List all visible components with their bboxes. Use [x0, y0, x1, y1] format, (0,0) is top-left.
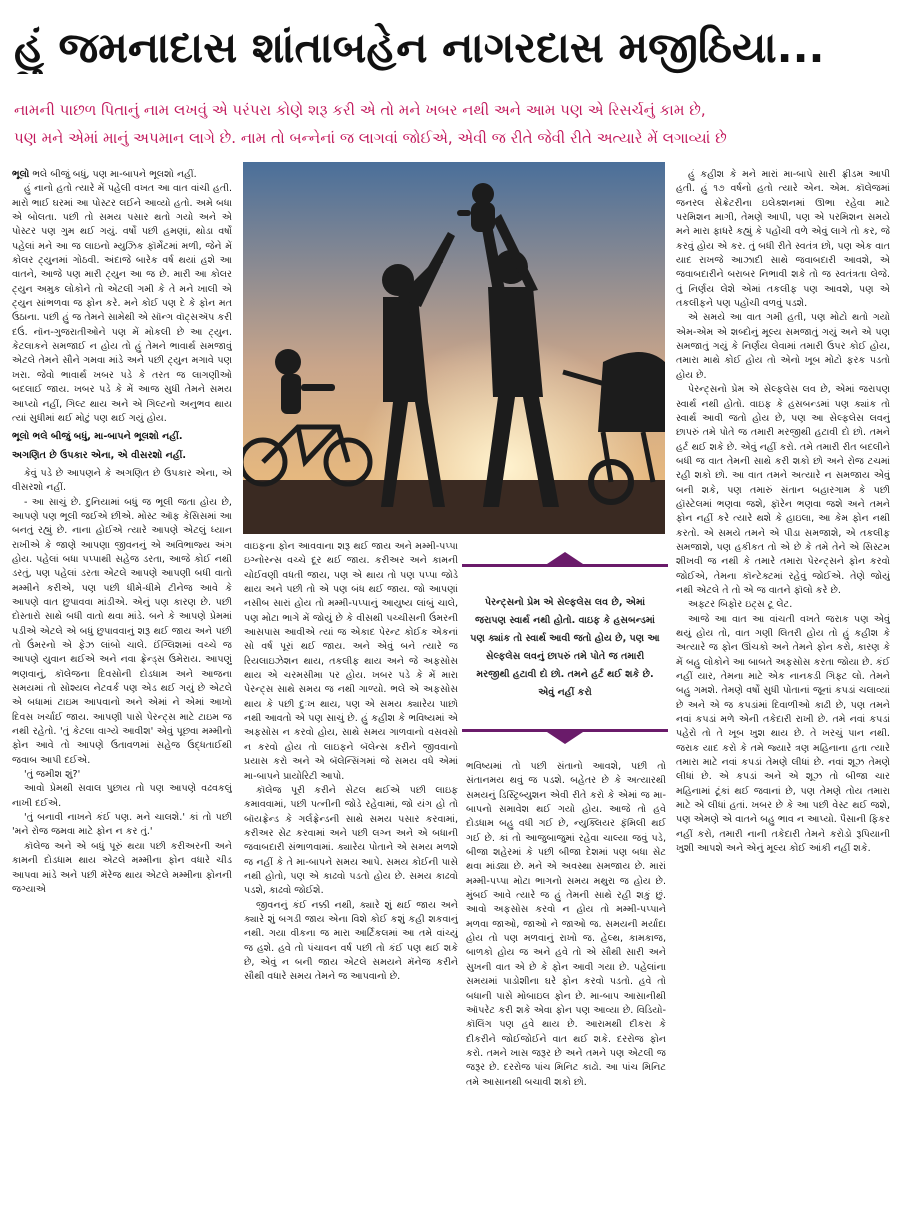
paragraph: હું કહીશ કે મને મારાં મા-બાપે સારી ફ્રીડમ આપી હતી. હું ૧૭ વર્ષનો હતો ત્યારે એન. એમ. કૉલેજમાં જનરલ સેક્રેટરીના ઇલેક્શનમાં ઊભા રહેવા માટે પરમિશન માગી, તેમણે આપી, પણ એ પરમિશન સમયે મને મારા ફાધરે કહ્યું કે પહોંચી વળે એવું લાગે તો કર, જે કરવું હોય એ કર. તું બધી રીતે સ્વતંત્ર છો, પણ એક વાત યાદ રાખજે આઝાદી સાથે જવાબદારી આવશે, એ જવાબદારીને બરાબર નિભાવી શકે તો જ સ્વતંત્રતા લેજે. તું નિર્ણય લેશે એમાં તકલીફ પણ આવશે, પણ એ તકલીફને પણ પહોંચી વળવું પડશે. — [676, 169, 890, 310]
paragraph: જીવનનું કંઈ નક્કી નથી, ક્યારે શું થઈ જાય અને ક્યારે શું બગડી જાય એના વિશે કોઈ કશું કહી શકવાનું નથી. ગયા વીકના જ મારા આર્ટિકલમાં આ તમે વાંચ્યું જ હશે. હવે તો પંચાવન વર્ષ પછી તો કંઈ પણ થઈ શકે છે, એવું ન બની જાય એટલે સમયને મૅનેજ કરીને સૌથી વધારે સમય તેમને જ આપવાનો છે. — [244, 899, 458, 983]
paragraph: કૉલેજ અને એ બધું પૂરું થયા પછી કરીઅરની અને કામની દોડધામ થાય એટલે મમ્મીના ફોન વધારે ચીડ આપવા માંડે અને પછી મૅરેજ થાય એટલે મમ્મીના ફોનની જગ્યાએ — [12, 840, 232, 895]
paragraph: હું નાનો હતો ત્યારે મેં પહેલી વખત આ વાત વાંચી હતી. મારો ભાઈ ઘરમાં આ પોસ્ટર લઈને આવ્યો હતો. અમે બધા એ બોલતા. પછી તો સમય પસાર થતો ગયો અને એ પોસ્ટર પણ ગુમ થઈ ગયું. વર્ષો પછી હમણાં, થોડા વર્ષો પહેલાં મને આ જ લાઇનો મ્યુઝિક ફૉર્મેટમાં મળી, જેને મેં કોલર ટ્યુનમાં ગોઠવી. અંદાજે બારેક વર્ષ થયાં હશે આ વાતને, આજે પણ મારી ટ્યુન આ જ છે. મારી આ કોલર ટ્યુન અમુક લોકોને તો એટલી ગમી કે તે મને ખાલી એ ટ્યુન સાંભળવા જ ફોન કરે. મને કોઈ પણ દે કે ફોન મત ઉઠાના. પછી હું જ તેમને સામેથી એ સૉન્ગ વૉટ્સઍપ કરી દઉં. નૉન-ગુજરાતીઓને પણ મેં મોકલી છે આ ટ્યુન. કેટલાકને સમજાઈ ન હોય તો હું તેમને ભાવાર્થ સમજાવું એટલે તેમને સૌને ગમવા માંડે અને પછી ટ્યુન મગાવે પણ ખરા. જેવો ભાવાર્થ ખબર પડે કે તરત જ લાગણીઓ બદલાઈ જાય. ખબર પડે કે મેં આજ સુધી તેમને સમય આપ્યો નહીં, ગિલ્ટ થાય અને એ ગિલ્ટનો અનુભવ થાય ત્યાં સુધીમાં થઈ મોટું પણ થઈ ગયું હોય. — [12, 183, 232, 424]
pull-quote-text: પેરન્ટ્સનો પ્રેમ એ સેલ્ફલેસ લવ છે, એમાં જરાપણ સ્વાર્થ નથી હોતો. વાઇફ કે હસબન્ડમાં પણ ક્યાંક તો સ્વાર્થ આવી જતો હોય છે, પણ આ સેલ્ફલેસ લવનું છાપરું તમે પોતે જ તમારી મરજીથી હટાવી દો છો. તમને હર્ટ થઈ શકે છે. એવું નહીં કરો — [470, 597, 660, 698]
quote-bottom-arrow — [547, 732, 583, 744]
paragraph: આજે આ વાત આ વાંચતી વખતે જરાક પણ એવું થયું હોય તો, વાત ગણી લિતરી હોય તો હું કહીશ કે અત્યારે જ ફોન ઊંચકો અને તેમને ફોન કરો, કારણ કે મેં બહુ લોકોને આ બાબતે અફસોસ કરતા જોયા છે. કંઈ નહીં યાર, તેમના માટે એક નાનકડી ગિફ્ટ લો. તેમને બહુ ગમશે. તેમણે વર્ષો સુધી પોતાનાં જૂનાં કપડાં ચલાવ્યાં છે અને એ જ કપડાંમાં દિવાળીઓ કાઢી છે, પણ તમને નવાં કપડાં મળે એની તકેદારી રાખી છે. તમે નવાં કપડાં પહેરો તો તે ખૂબ ખુશ થાય છે. તે ખરચું પાન નથી. જરાક યાદ કરો કે તમે જ્યારે ત્રણ મહિનાના હતા ત્યારે તમારા માટે નવાં કપડાં તેમણે લીધાં છે. નવાં શૂઝ તેમણે લીધાં છે. એ કપડાં અને એ શૂઝ તો બીજા ચાર મહિનામાં ટૂંકાં થઈ જવાનાં છે, પણ તેમણે તોય તમારા માટે એ લીધાં હતાં. ખબર છે કે આ પછી વેસ્ટ થઈ જશે, પણ એમણે એ વાતને બહુ ભાવ ન આપ્યો. પૈસાની ફિકર નહીં કરો, તમારી નાની તકેદારી તેમને કરોડો રૂપિયાની ખુશી આપશે અને એનું મૂલ્ય કોઈ આંકી નહીં શકે. — [676, 613, 890, 855]
quote-top-arrow — [547, 552, 583, 564]
paragraph: વાઇફના ફોન આવવાના શરૂ થઈ જાય અને મમ્મી-પપ્પા ઇગ્નોરન્સ વચ્ચે દૂર થઈ જાય. કરીઅર અને કામની ચોઈવણી વધતી જાય, પણ એ થાય તો પણ પપ્પા જોડે થાય અને પછી તો એ પણ બંધ થઈ જાય. જો આપણાં નસીબ સારાં હોય તો મમ્મી-પપ્પાનું આયુષ્ય લાંબું ચાલે, પણ મોટા ભાગે મેં જોયું છે કે વીસથી પચ્ચીસની ઉંમરની આસપાસ આવીએ ત્યાં જ એકાદ પેરન્ટ કોઈક એકનાં સો વર્ષ પૂરાં થઈ જાય. અને એવું બને ત્યારે જ રિયલાઇઝેશન થાય, તકલીફ થાય અને જે અફસોસ થાય એ ચરમસીમા પર હોય. ખબર પડે કે મેં મારા પેરન્ટ્સ સાથે સમય જ નથી ગાળ્યો. ભલે એ અફસોસ થાય કે પછી દુઃખ થાય, પણ એ સમય ક્યારેય પાછો નથી આવતો એ પણ સાચું છે. હું કહીશ કે ભવિષ્યમાં એ અફસોસ ન કરવો હોય, સાથે સમય ગાળવાનો વસવસો ન કરવો હોય તો લાઇફને બૅલેન્સ કરીને જીવવાનો પ્રયાસ કરો અને એ બૅલેન્સિંગમાં જે સમય વધે એમાં મા-બાપને પ્રાયોરિટી આપો. — [244, 541, 458, 782]
article-column-1 — [12, 168, 232, 1208]
paragraph: એ સમયે આ વાત ગમી હતી, પણ મોટો થતો ગયો એમ-એમ એ શબ્દોનું મૂલ્ય સમજાતું ગયું અને એ પણ સમજાતું ગયું કે નિર્ણય લેવામાં તમારી ઉપર કોઈ હોય, તમારા માથે કોઈ હોય તો એનો ખૂબ મોટો ફરક પડતો હોય છે. — [676, 312, 890, 381]
article-column-3 — [466, 760, 666, 1208]
subheadline-line-2: પણ મને એમાં માનું અપમાન લાગે છે. નામ તો બન્નેનાં જ લાગવાં જોઈએ, એવી જ રીતે જેવી રીતે અત્યારે મેં લગાવ્યાં છે — [14, 129, 727, 147]
headline: હું જમનાદાસ શાંતાબહેન નાગરદાસ મજીઠિયા... — [14, 23, 825, 72]
paragraph: 'તું બનાવી નાખને કંઈ પણ. મને ચાલશે.' કાં તો પછી 'મને રોજ જમવા માટે ફોન ન કર તું.' — [12, 812, 232, 838]
paragraph: કૉલેજ પૂરી કરીને સેટલ થઈએ પછી લાઇફ કમાવવામાં, પછી પત્નીની જોડે રહેવામાં, જો યંગ હો તો બૉયફ્રેન્ડ કે ગર્લફ્રેન્ડની સાથે સમય પસાર કરવામાં, કરીઅર સેટ કરવામાં અને પછી લગ્ન અને એ બધાની જવાબદારી સંભાળવામાં. ક્યારેય પોતાને એ સમય મળશે જ નહીં કે તે મા-બાપને સમય આપે. સમય કોઈની પાસે નથી હોતો, પણ એ કાઢવો પડતો હોય છે. સમય કાઢવો પડશે, કાઢવો જોઈશે. — [244, 784, 458, 897]
pull-quote — [462, 552, 668, 752]
paragraph: અફ્ટર બિફોર ઇટ્સ ટૂ લેટ. — [688, 599, 793, 611]
lead-text: ભલે બીજું બધું, પણ મા-બાપને ભૂલશો નહીં. — [29, 169, 197, 180]
paragraph: પેરન્ટ્સનો પ્રેમ એ સેલ્ફલેસ લવ છે, એમાં જરાપણ સ્વાર્થ નથી હોતો. વાઇફ કે હસબન્ડમાં પણ ક્યાંક તો સ્વાર્થ આવી જતો હોય છે, પણ આ સેલ્ફલેસ લવનું છાપરું તમે પોતે જ તમારી મરજીથી હટાવી દો છો. તમને હર્ટ થઈ શકે છે. એવું નહીં કરો. તમે તમારી રીત બદલીને બધી જ વાત તેમની સાથે કરી શકો છો અને રોજ ટચમાં રહી શકો છો. આ વાત તમને અત્યારે ન સમજાય એવું બની શકે, પણ તમારું સંતાન બહારગામ કે પછી હૉસ્ટેલમાં ભણવા જશે, ફૉરેન ભણવા જશે અને તમને ફોન નહીં કરે ત્યારે થશે કે હાઇલા, આ કેમ ફોન નથી કરતો. એ સમયે તમને એ પીડા સમજાશે, એ તકલીફ સમજાશે, પણ હકીકત તો એ છે કે તમે તેને એ સિસ્ટમ શીખવી જ નથી કે તમારે તમારા પેરન્ટ્સને ફોન કરવો જોઈએ, તેમના કૉન્ટેક્ટમાં રહેવું જોઈએ. તેણે જોયું નથી એટલે તે તો એ જ વાતને ફૉલો કરે છે. — [676, 384, 890, 596]
pull-quote-box — [462, 564, 668, 732]
paragraph: આવો પ્રેમથી સવાલ પુછાય તો પણ આપણે વઢવકલું નાખી દઈએ. — [12, 783, 232, 809]
family-silhouette-image — [243, 162, 665, 534]
paragraph: - આ સાચું છે. દુનિયામાં બધું જ ભૂલી જતા હોય છે, આપણે પણ ભૂલી જઈએ છીએ. મોસ્ટ ઑફ કેસિસમાં આ બનતું રહ્યું છે. નાના હોઈએ ત્યારે આપણે એટલું ધ્યાન રાખીએ કે જાણે આપણા જીવનનું એ અવિભાજ્ય અંગ હોય. પહેલાં બધા પપ્પાથી સહેજ ડરતા, આજે કોઈ નથી ડરતું, પણ પહેલાં ડરતા એટલે આપણે આપણી બધી વાતો મમ્મીને કરીએ, પણ પછી ધીમે-ધીમે ટીનેજ આવે કે આપણે વાત છુપાવવા માંડીએ. એનું પણ કારણ છે. પછી દોસ્તારો સાથે બધી વાતો થવા માંડે. બને કે આપણે પ્રેમમાં પડીએ એટલે એ બધું છુપાવવાનું શરૂ થઈ જાય અને પછી તો ઉંમરનો એ ફેઝ લાંબો ચાલે. ઈંગ્લિશમાં વચ્ચે જ આપણે યુવાન થઈએ અને નવા ફ્રેન્ડ્સ ઉમેરાય. આપણું ભણવાનું, કૉલેજના દિવસોની દોડધામ અને આજના સમયમાં તો સોશ્યલ નેટવર્ક પણ એડ થઈ ગયું છે એટલે એ બધામાં ટાઇમ આપવાનો અને એમાં ને એમાં આખો દિવસ ખર્ચાઈ જાય. આપણી પાસે પેરન્ટ્સ માટે ટાઇમ જ નથી રહેતો. 'તું કેટલા વાગ્યે આવીશ' એવું પૂછવા મમ્મીનો ફોન આવે તો આપણે ઉતાવળમાં સહેજ ઉદ્ધતાઈથી જવાબ આપી દઈએ. — [12, 496, 232, 766]
article-column-2 — [244, 540, 458, 1208]
lead-bold-word: ભૂલો — [12, 169, 30, 180]
paragraph: 'તું જમીશ શું?' — [24, 769, 81, 781]
paragraph: ભવિષ્યમાં તો પછી સંતાનો આવશે, પછી તો સંતાનમય થવું જ પડશે. બહેતર છે કે અત્યારથી સમયનું ડિસ્ટ્રિબ્યુશન એવી રીતે કરો કે એમાં જ મા-બાપનો સમાવેશ થઈ ગયો હોય. આજે તો હવે દોડધામ બહુ વધી ગઈ છે, ન્યુક્લિયર ફૅમિલી થઈ ગઈ છે. કાં તો આજુબાજુમાં રહેવા ચાલ્યા જવું પડે, બીજા શહેરમાં કે પછી બીજા દેશમાં પણ બધા સેટ થવા માંડ્યા છે. મને એ અવસ્થા સમજાય છે. મારાં મમ્મી-પપ્પા મોટા ભાગનો સમય મથુરા જ હોય છે. મુંબઈ આવે ત્યારે જ હું તેમની સાથે રહી શકું છું. આવો અફસોસ કરવો ન હોય તો મમ્મી-પપ્પાને મળવા જાઓ, જાઓ ને જાઓ જ. સમયની મર્યાદા હોય તો પણ મળવાનું રાખો જ. હેલ્થ, કામકાજ, બાળકો હોય જ અને હવે તો એ સૌથી સારી અને સુખની વાત એ છે કે ફોન આવી ગયા છે. પહેલાંના સમયમાં પાડોશીના ઘરે ફોન કરવો પડતો. હવે તો બધાની પાસે મોબાઇલ ફોન છે. મા-બાપ આસાનીથી ઑપરેટ કરી શકે એવા ફોન પણ આવ્યા છે. વિડિયો-કૉલિંગ પણ હવે થાય છે. આરામથી દીકરા કે દીકરીને જોઈજોઈને વાત થઈ શકે. દરરોજ ફોન કરો. તમને ખાસ જરૂર છે અને તમને પણ એટલી જ જરૂર છે. દરરોજ પાંચ મિનિટ કાઢો. આ પાંચ મિનિટ તમે આસાનથી બચાવી શકો છો. — [466, 761, 666, 1088]
quote-line-2: અગણિત છે ઉપકાર એના, એ વીસરશો નહીં. — [12, 449, 187, 461]
family-photo — [243, 162, 665, 534]
paragraph: કેવું પડે છે આપણને કે અગણિત છે ઉપકાર એના, એ વીસરશો નહીં. — [12, 467, 232, 494]
lead-paragraph — [12, 168, 232, 182]
quote-line-1: ભૂલો ભલે બીજું બધું, મા-બાપને ભૂલશો નહીં. — [12, 431, 183, 443]
subheadline — [14, 96, 888, 152]
article-column-4 — [676, 168, 890, 1208]
subheadline-line-1: નામની પાછળ પિતાનું નામ લખવું એ પરંપરા કોણે શરૂ કરી એ તો મને ખબર નથી અને આમ પણ એ રિસર્ચનું કામ છે, — [14, 101, 706, 119]
